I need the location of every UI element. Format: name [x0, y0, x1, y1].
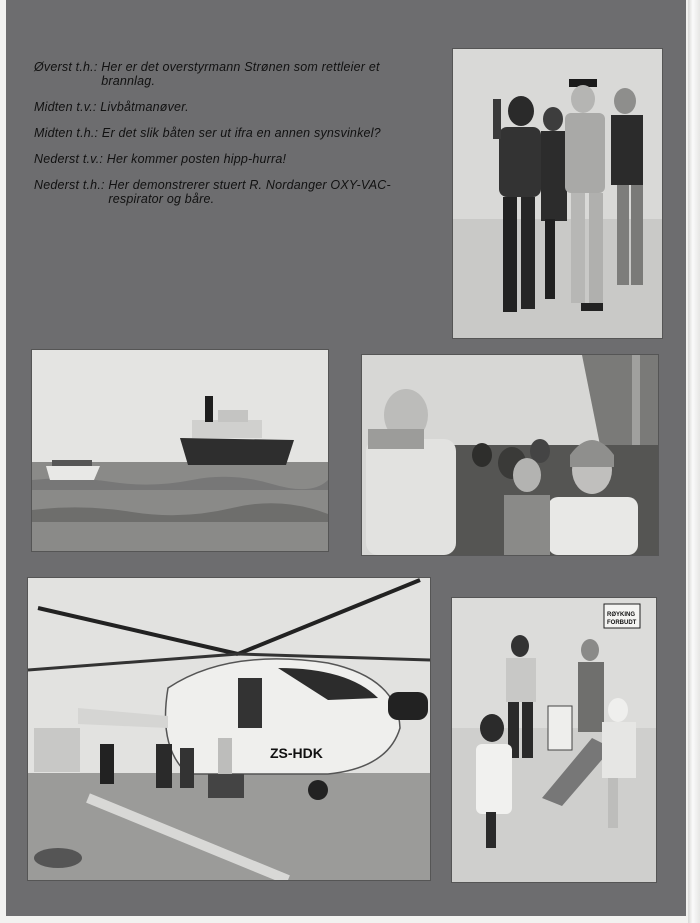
photo-fire-crew — [453, 49, 662, 338]
caption-text: Er det slik båten ser ut ifra en annen synsvinkel? — [101, 126, 381, 140]
caption-block — [34, 60, 434, 218]
photo-lifeboat-passengers — [362, 355, 658, 555]
photo-lifeboat-maneuver — [32, 350, 328, 551]
caption-text: Livbåtmanøver. — [100, 100, 189, 114]
stretcher-illustration — [452, 598, 656, 882]
caption-label: Nederst t.h.: — [34, 178, 109, 192]
caption-top-right — [34, 60, 434, 88]
caption-text: Her demonstrerer stuert R. Nordanger OXY-VAC-respirator og båre. — [108, 178, 391, 206]
sign-text-line1: RØYKING — [607, 612, 636, 618]
caption-middle-right — [34, 126, 434, 140]
helicopter-registration: ZS-HDK — [270, 745, 323, 761]
caption-bottom-left — [34, 152, 434, 166]
helicopter-illustration — [28, 578, 430, 880]
page-edge — [688, 0, 700, 923]
caption-label: Nederst t.v.: — [34, 152, 107, 166]
caption-text: Her kommer posten hipp-hurra! — [106, 152, 287, 166]
caption-text: Her er det overstyrmann Strønen som rettleier et brannlag. — [101, 60, 380, 88]
caption-bottom-right — [34, 178, 434, 206]
lifeboat-illustration — [32, 350, 328, 551]
passengers-illustration — [362, 355, 658, 555]
caption-middle-left — [34, 100, 434, 114]
caption-label: Midten t.v.: — [34, 100, 101, 114]
sign-text-line2: FORBUDT — [607, 620, 637, 626]
caption-label: Midten t.h.: — [34, 126, 102, 140]
caption-label: Øverst t.h.: — [34, 60, 102, 74]
photo-helicopter-mail — [28, 578, 430, 880]
fire-crew-illustration — [453, 49, 662, 338]
photo-stretcher-demo — [452, 598, 656, 882]
